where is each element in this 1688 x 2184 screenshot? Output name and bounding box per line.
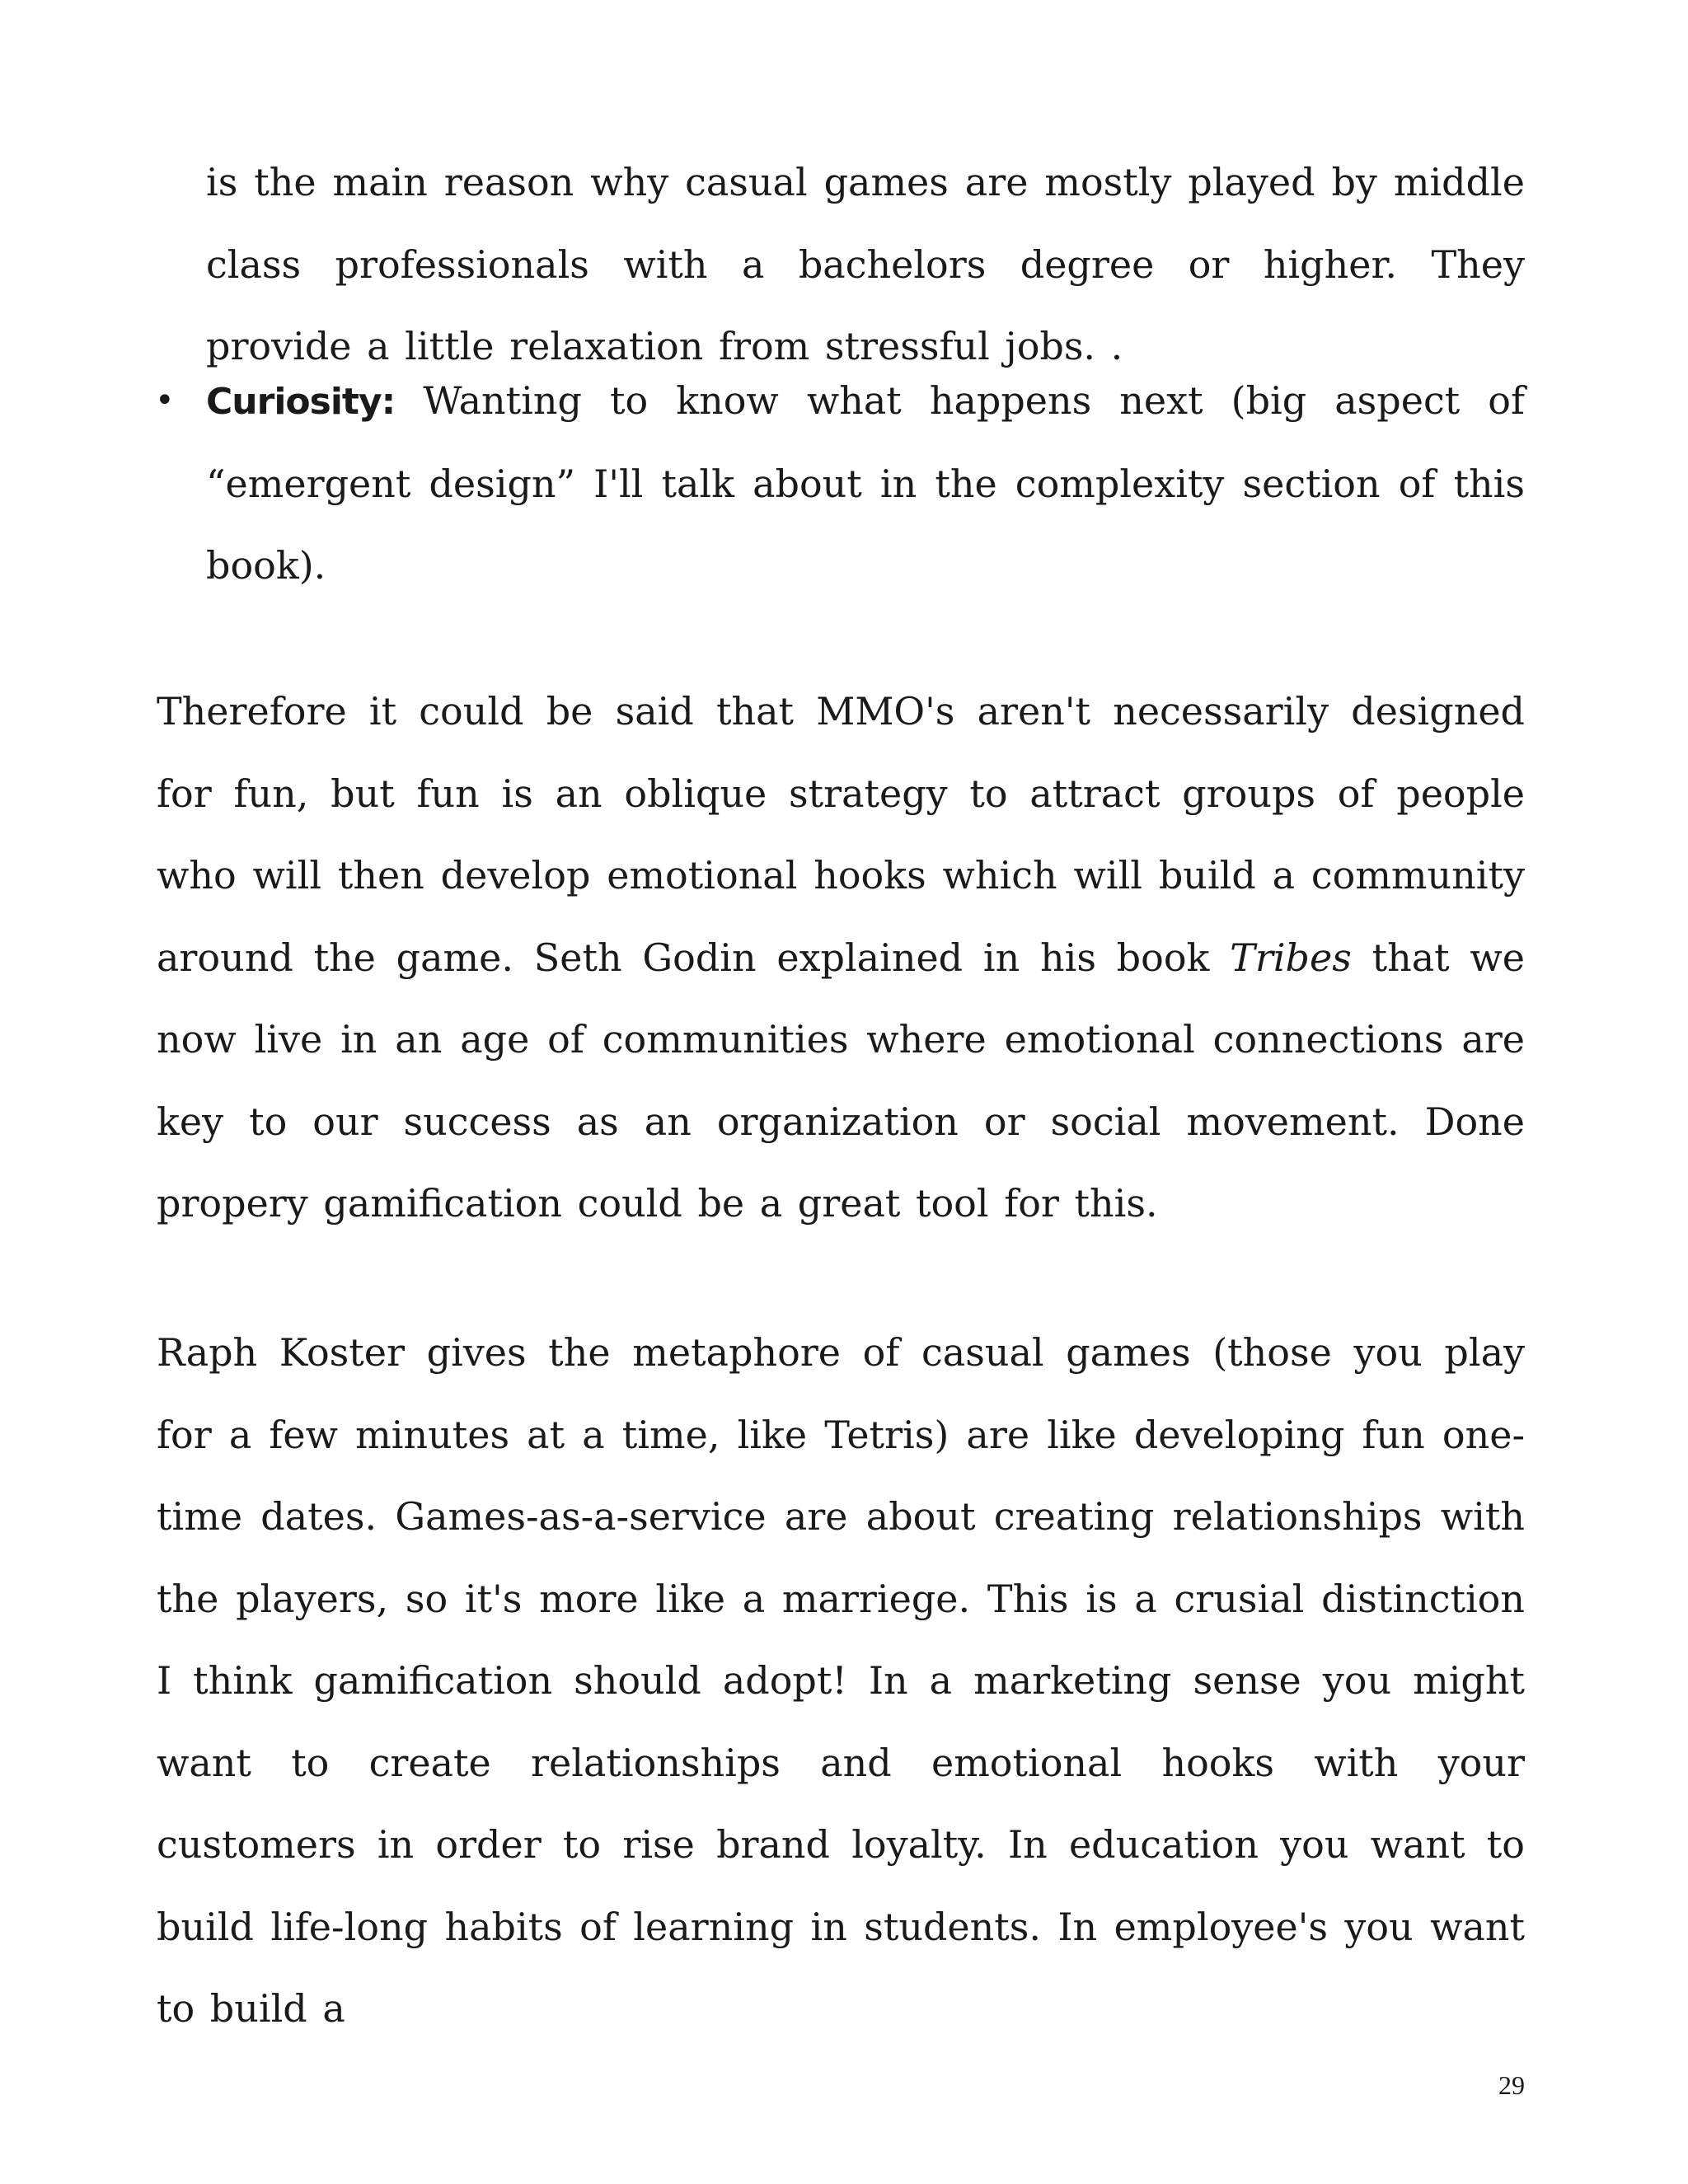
paragraph-text-after-title: that we now live in an age of communities where emotional connections are key to our success as an organization or social movement. Done propery gamification could be a great tool for this. [157,935,1525,1226]
book-title-tribes: Tribes [1230,935,1352,980]
bullet-text: Wanting to know what happens next (big aspect of “emergent design” I'll talk about in the complexity section of this book). [206,378,1525,588]
paragraph-tribes [157,671,1525,1245]
page-number: 29 [1498,2070,1525,2100]
paragraph-raph-koster: Raph Koster gives the metaphore of casual games (those you play for a few minutes at a time, like Tetris) are like developing fun one-time dates. Games-as-a-service are about creating relationships with the players, so it's more like a marriege. This is a crusial distinction I think gamification should adopt! In a marketing sense you might want to create relationships and emotional hooks with your customers in order to rise brand loyalty. In education you want to build life-long habits of learning in students. In employee's you want to build a [157,1330,1525,2031]
paragraph-text-before-title: Therefore it could be said that MMO's aren't necessarily designed for fun, but fun is an oblique strategy to attract groups of people who will then develop emotional hooks which will build a community around the game. Seth Godin explained in his book [157,689,1525,980]
bullet-lead-label: Curiosity: [206,381,396,423]
continued-paragraph: is the main reason why casual games are mostly played by middle class professionals with a bachelors degree or higher. They provide a little relaxation from stressful jobs. . [206,160,1525,368]
bullet-point-icon: • [155,382,175,419]
bullet-item-curiosity [155,360,1525,607]
